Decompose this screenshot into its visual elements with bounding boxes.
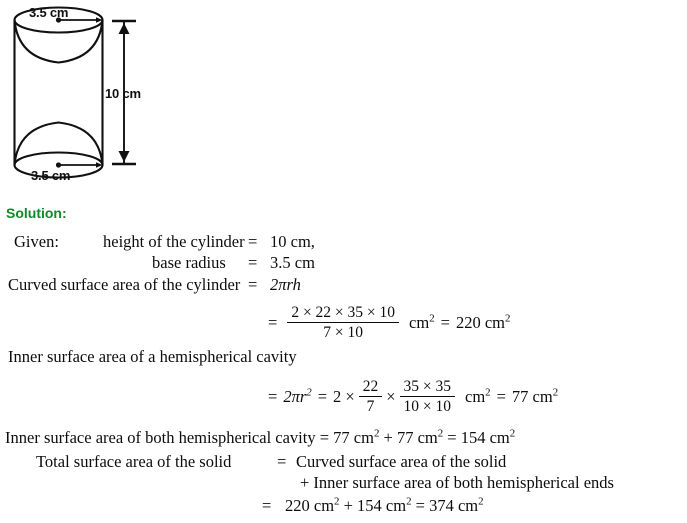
given-height-equals: =: [248, 232, 258, 251]
final-term-a: 220 cm: [285, 496, 335, 515]
inner-fraction-1-numerator: 22: [362, 378, 379, 395]
given-radius-text: base radius: [152, 253, 226, 272]
given-height-value: 10 cm,: [270, 232, 315, 251]
csa-equals: =: [268, 312, 278, 332]
given-label: Given:: [14, 232, 59, 251]
total-surface-area-equals: =: [277, 452, 287, 471]
inner-fraction-1-denominator: 7: [359, 396, 383, 415]
height-arrowhead-top: [119, 23, 130, 34]
given-radius-equals: =: [248, 253, 258, 272]
curved-surface-area-formula: 2πrh: [270, 275, 301, 294]
inner-fraction-1: [359, 378, 383, 416]
height-label: 10 cm: [105, 86, 141, 101]
inner-result: 77 $cm^2$: [511, 386, 559, 406]
final-equals: =: [262, 496, 272, 515]
bottom-diameter-label: 3.5 cm: [31, 168, 71, 183]
final-result-line: 220 $cm^2 + 154$ $cm^2 = 374$ $cm^2$: [285, 495, 484, 515]
csa-fraction-denominator: 7 × 10: [287, 322, 399, 341]
inner-equals-2: =: [317, 386, 327, 406]
total-surface-area-term-1: Curved surface area of the solid: [296, 452, 507, 471]
csa-equals-2: =: [440, 312, 450, 332]
csa-computation: [268, 304, 510, 342]
cylinder-diagram-svg: [0, 0, 200, 200]
inner-fraction-2: [400, 378, 456, 416]
bottom-center-dot: [56, 162, 61, 167]
inner-factor: 2 ×: [333, 386, 355, 406]
inner-times: ×: [386, 386, 396, 406]
bottom-hemisphere-cavity: [15, 123, 103, 166]
curved-surface-area-equals: =: [248, 275, 258, 294]
inner-surface-computation: [268, 378, 558, 416]
final-term-b: + 154 cm: [339, 496, 407, 515]
total-surface-area-label: Total surface area of the solid: [36, 452, 232, 471]
inner-equals: =: [268, 386, 278, 406]
inner-fraction-2-denominator: 10 × 10: [400, 396, 456, 415]
cylinder-diagram: [0, 0, 200, 200]
height-arrowhead-bottom: [119, 151, 130, 162]
top-hemisphere-cavity: [15, 20, 103, 63]
inner-formula: $2\pi r^2$: [283, 386, 312, 406]
inner-fraction-2-numerator: 35 × 35: [403, 378, 451, 395]
total-surface-area-term-2: + Inner surface area of both hemispherical ends: [300, 473, 614, 492]
inner-both-text: Inner surface area of both hemispherical cavity = 77 cm: [5, 428, 374, 447]
csa-fraction-numerator: 2 × 22 × 35 × 10: [291, 304, 396, 321]
given-radius-value: 3.5 cm: [270, 253, 315, 272]
inner-surface-one-line: Inner surface area of a hemispherical cavity: [8, 347, 297, 366]
csa-unit: $cm^2$: [409, 312, 435, 332]
curved-surface-area-text: Curved surface area of the cylinder: [8, 275, 241, 294]
inner-equals-3: =: [496, 386, 506, 406]
csa-fraction: [287, 304, 399, 342]
inner-both-mid: + 77 cm: [379, 428, 438, 447]
given-height-text: height of the cylinder: [103, 232, 245, 251]
inner-unit: $cm^2$: [465, 386, 491, 406]
solution-heading: Solution:: [6, 205, 67, 221]
top-diameter-label: 3.5 cm: [29, 5, 69, 20]
inner-surface-both-line: Inner surface area of both hemispherical cavity = 77 $cm^2 + 77$ $cm^2 = 154$ $cm^2$: [5, 427, 516, 447]
csa-result: 220 $cm^2$: [455, 312, 511, 332]
final-term-c: = 374 cm: [411, 496, 479, 515]
inner-both-tail: = 154 cm: [443, 428, 510, 447]
